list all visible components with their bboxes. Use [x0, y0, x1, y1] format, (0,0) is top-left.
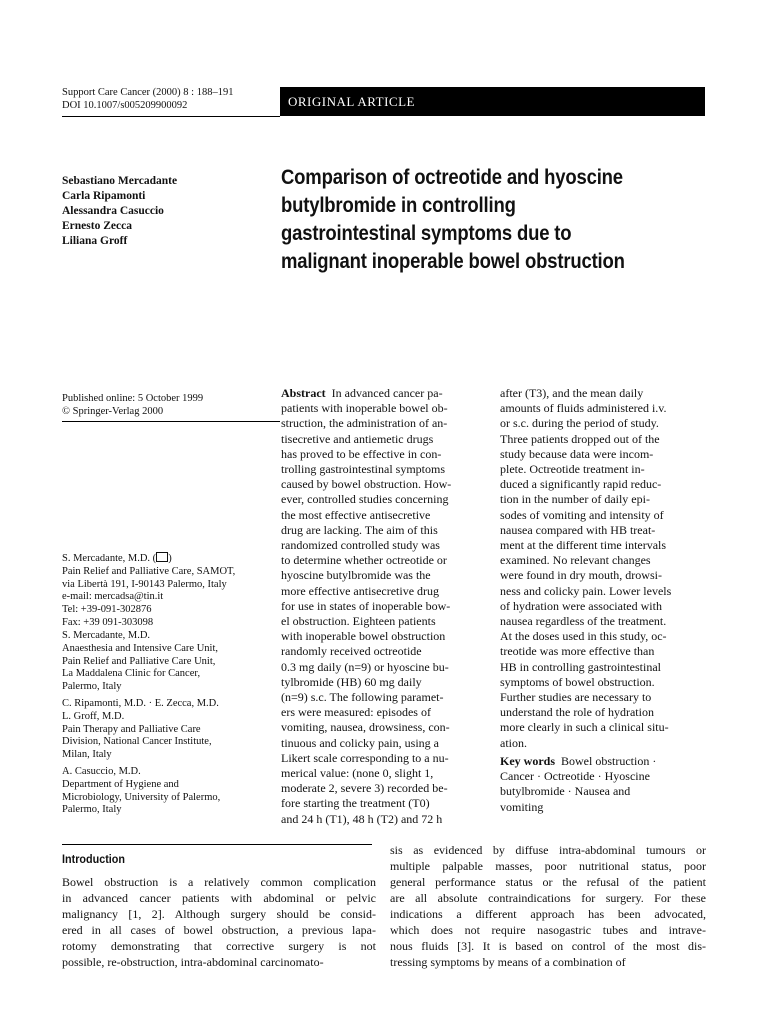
intro-line: Bowel obstruction is a relatively common complication	[62, 875, 376, 889]
abstract-line: nausea regardless of the treatment.	[500, 614, 667, 629]
abstract-line: ers were measured: episodes of	[281, 705, 431, 720]
publication-info	[62, 392, 203, 418]
keywords-label: Key words	[500, 754, 555, 768]
keywords	[500, 754, 715, 815]
intro-line: in advanced cancer patients with abdominal or pelvic	[62, 891, 376, 905]
intro-line: rotomy demonstrating that corrective surgery is not	[62, 939, 376, 953]
abstract-line: caused by bowel obstruction. How-	[281, 477, 452, 492]
intro-line: tressing symptoms by means of a combination of	[390, 955, 626, 969]
abstract-line: plete. Octreotide treatment in-	[500, 462, 645, 477]
abstract-line: examined. No relevant changes	[500, 553, 651, 568]
intro-line: indications a different approach has been advocated,	[390, 907, 706, 921]
header-divider	[62, 116, 280, 117]
abstract-first-line: Abstract In advanced cancer pa-	[281, 386, 443, 400]
abstract-line: or s.c. during the period of study.	[500, 416, 659, 431]
abstract-line: the most effective antisecretive	[281, 507, 431, 522]
email-line: e-mail: mercadsa@tin.it	[62, 591, 164, 603]
abstract-line: to determine whether octreotide or	[281, 553, 447, 568]
affiliation-line: Pain Relief and Palliative Care, SAMOT,	[62, 565, 236, 577]
abstract-line: duced a significantly rapid reduc-	[500, 477, 662, 492]
intro-line: possible, re-obstruction, intra-abdominal carcinomato-	[62, 955, 324, 969]
abstract-line: has proved to be effective in con-	[281, 446, 442, 461]
phone-line: Tel: +39-091-302876	[62, 604, 152, 616]
intro-line: malignancy [1, 2]. Although surgery should be consid-	[62, 907, 376, 921]
abstract-line: At the doses used in this study, oc-	[500, 629, 667, 644]
abstract-line: of hydration were associated with	[500, 598, 662, 613]
keywords-first-line: Key words Bowel obstruction ·	[500, 754, 657, 768]
abstract-line: study because data were incom-	[500, 446, 654, 461]
affiliation-block	[62, 551, 235, 630]
abstract-label: Abstract	[281, 386, 326, 400]
abstract-line: ation.	[500, 735, 527, 750]
intro-line: ered in all cases of bowel obstruction, a previous lapa-	[62, 923, 376, 937]
abstract-line: Further studies are necessary to	[500, 690, 652, 705]
author-list	[62, 174, 177, 249]
abstract-line: randomized controlled study was	[281, 538, 440, 553]
abstract-line: understand the role of hydration	[500, 705, 654, 720]
title-line: gastrointestinal symptoms due to	[281, 221, 572, 245]
copyright: © Springer-Verlag 2000	[62, 406, 164, 417]
affiliation-line: Milan, Italy	[62, 749, 112, 761]
title-line: butylbromide in controlling	[281, 193, 516, 217]
affiliation-line: Department of Hygiene and	[62, 778, 179, 790]
article-type-banner: ORIGINAL ARTICLE	[280, 87, 705, 116]
abstract-line: for use in states of inoperable bow-	[281, 598, 451, 613]
journal-citation	[62, 86, 233, 112]
abstract-line: more clearly in such a clinical situ-	[500, 720, 669, 735]
intro-line: which does not require nasogastric tubes and intrave-	[390, 923, 706, 937]
article-title	[281, 163, 659, 275]
abstract-line: moderate 2, severe 3) recorded be-	[281, 781, 448, 796]
abstract-line: tylbromide (HB) 60 mg daily	[281, 674, 422, 689]
abstract-line: amounts of fluids administered i.v.	[500, 401, 667, 416]
affiliation-line: La Maddalena Clinic for Cancer,	[62, 668, 201, 680]
abstract-line: el obstruction. Eighteen patients	[281, 614, 436, 629]
intro-line: sis as evidenced by diffuse intra-abdominal tumours or	[390, 843, 706, 857]
citation-line: Support Care Cancer (2000) 8 : 188–191	[62, 87, 234, 98]
abstract-line: 0.3 mg daily (n=9) or hyoscine bu-	[281, 659, 449, 674]
keywords-line: Cancer · Octreotide · Hyoscine	[500, 769, 650, 784]
abstract-line: ness and colicky pain. Lower levels	[500, 583, 672, 598]
author-name: Liliana Groff	[62, 235, 128, 247]
affiliation-line: C. Ripamonti, M.D. · E. Zecca, M.D.	[62, 698, 219, 709]
affiliation-block	[62, 630, 218, 694]
abstract-column-2	[500, 386, 715, 751]
doi-line: DOI 10.1007/s005209900092	[62, 100, 188, 111]
intro-line: general performance status or the refusal of the patient	[390, 875, 706, 889]
keywords-line: butylbromide · Nausea and	[500, 784, 631, 799]
affiliation-line: Pain Relief and Palliative Care Unit,	[62, 655, 216, 667]
section-heading: Introduction	[62, 852, 125, 866]
intro-line: are all absolute contraindications for surgery. For these	[390, 891, 706, 905]
pubinfo-divider	[62, 421, 280, 422]
abstract-line: Likert scale corresponding to a nu-	[281, 750, 449, 765]
affiliation-line: Anaesthesia and Intensive Care Unit,	[62, 642, 218, 654]
abstract-line: hyoscine butylbromide was the	[281, 568, 431, 583]
keywords-line: vomiting	[500, 799, 544, 814]
abstract-line: were found in dry mouth, drowsi-	[500, 568, 662, 583]
introduction-column-1	[62, 874, 376, 970]
envelope-icon	[156, 552, 168, 562]
author-name: Sebastiano Mercadante	[62, 175, 178, 187]
abstract-line: sodes of vomiting and intensity of	[500, 507, 664, 522]
abstract-line: (n=9) s.c. The following paramet-	[281, 690, 444, 705]
affiliation-line: L. Groff, M.D.	[62, 710, 125, 722]
abstract-line: tisecretive and antiemetic drugs	[281, 431, 434, 446]
affiliation-line: S. Mercadante, M.D. ( )	[62, 553, 172, 564]
abstract-line: and 24 h (T1), 48 h (T2) and 72 h	[281, 811, 443, 826]
author-name: Ernesto Zecca	[62, 220, 132, 232]
affiliation-line: Palermo, Italy	[62, 804, 122, 816]
abstract-line: trolling gastrointestinal symptoms	[281, 462, 445, 477]
abstract-line: with inoperable bowel obstruction	[281, 629, 446, 644]
abstract-line: randomly received octreotide	[281, 644, 422, 659]
intro-line: multiple palpable masses, poor nutritional status, poor	[390, 859, 706, 873]
abstract-line: fore starting the treatment (T0)	[281, 796, 430, 811]
abstract-line: ment at the different time intervals	[500, 538, 667, 553]
abstract-line: drug are lacking. The aim of this	[281, 522, 438, 537]
affiliation-block	[62, 766, 220, 817]
author-name: Carla Ripamonti	[62, 190, 146, 202]
affiliation-block	[62, 698, 219, 762]
abstract-line: Three patients dropped out of the	[500, 431, 660, 446]
affiliation-line: Pain Therapy and Palliative Care	[62, 723, 201, 735]
abstract-line: merical value: (none 0, slight 1,	[281, 766, 434, 781]
title-line: malignant inoperable bowel obstruction	[281, 249, 625, 273]
affiliation-line: Microbiology, University of Palermo,	[62, 791, 221, 803]
published-date: Published online: 5 October 1999	[62, 393, 204, 404]
abstract-line: more effective antisecretive drug	[281, 583, 440, 598]
abstract-line: symptoms of bowel obstruction.	[500, 674, 655, 689]
abstract-line: HB in controlling gastrointestinal	[500, 659, 661, 674]
abstract-line: ever, controlled studies concerning	[281, 492, 449, 507]
affiliation-line: S. Mercadante, M.D.	[62, 630, 151, 641]
abstract-line: patients with inoperable bowel ob-	[281, 401, 448, 416]
author-name: Alessandra Casuccio	[62, 205, 164, 217]
introduction-column-2	[390, 842, 706, 970]
abstract-line: nausea compared with HB treat-	[500, 522, 656, 537]
abstract-line: tion in the number of daily epi-	[500, 492, 650, 507]
abstract-line: tinuous and colicky pain, using a	[281, 735, 439, 750]
affiliation-line: A. Casuccio, M.D.	[62, 766, 141, 777]
abstract-line: treotide was more effective than	[500, 644, 655, 659]
affiliation-line: Division, National Cancer Institute,	[62, 736, 212, 748]
intro-line: nous fluids [3]. It is based on control of the most dis-	[390, 939, 706, 953]
title-line: Comparison of octreotide and hyoscine	[281, 165, 623, 189]
intro-divider	[62, 844, 372, 845]
abstract-line: struction, the administration of an-	[281, 416, 448, 431]
abstract-line: after (T3), and the mean daily	[500, 386, 644, 400]
affiliation-line: via Libertà 191, I-90143 Palermo, Italy	[62, 578, 227, 590]
fax-line: Fax: +39 091-303098	[62, 616, 154, 628]
abstract-column-1	[281, 386, 481, 827]
abstract-line: vomiting, nausea, drowsiness, con-	[281, 720, 450, 735]
affiliation-line: Palermo, Italy	[62, 681, 122, 693]
